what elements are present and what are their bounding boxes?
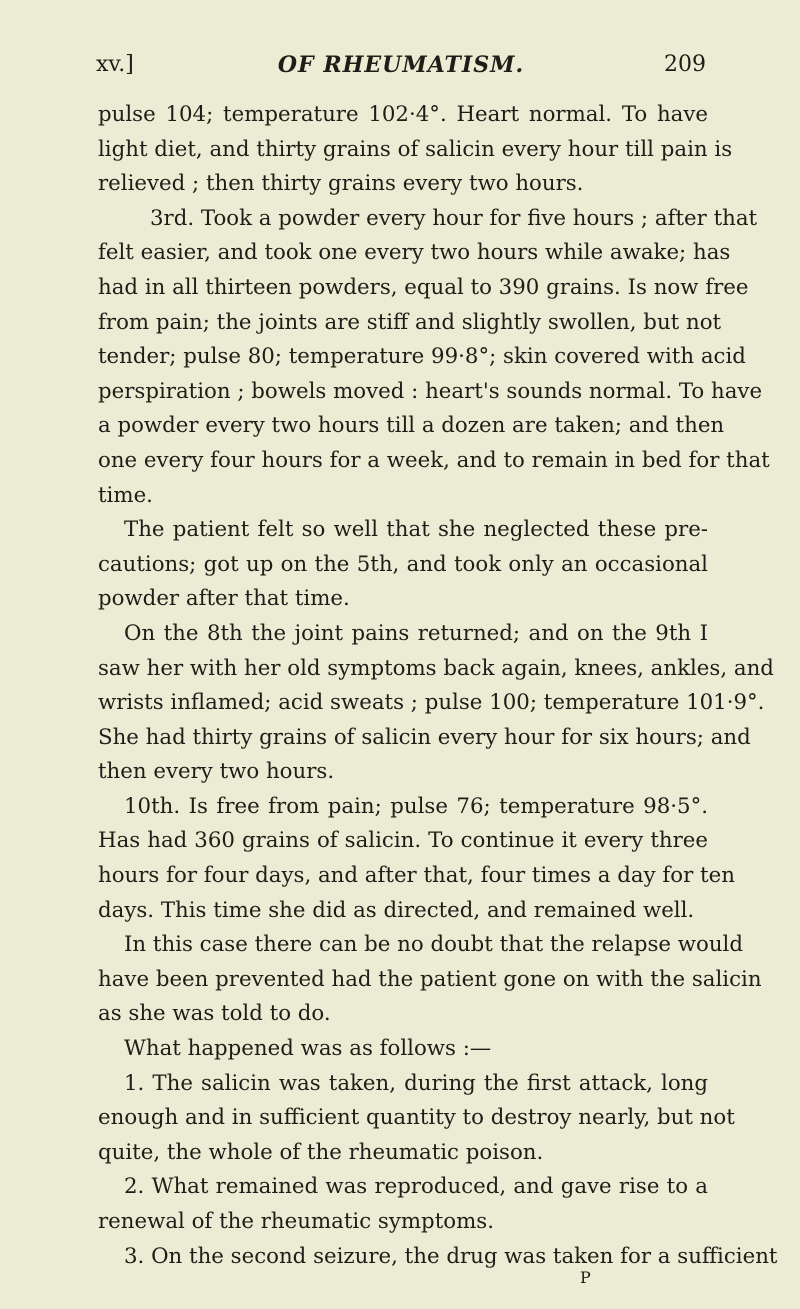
text-line: The patient felt so well that she neglected these pre- bbox=[124, 517, 708, 543]
text-line: time. bbox=[98, 482, 153, 508]
text-line: quite, the whole of the rheumatic poison. bbox=[98, 1139, 544, 1165]
text-line: as she was told to do. bbox=[98, 1001, 331, 1027]
text-line: have been prevented had the patient gone on with the salicin bbox=[98, 966, 762, 992]
running-title: OF RHEUMATISM. bbox=[277, 52, 525, 78]
text-line: 3. On the second seizure, the drug was taken for a sufficient bbox=[124, 1243, 778, 1269]
text-line: from pain; the joints are stiff and slightly swollen, but not bbox=[98, 309, 722, 335]
text-line: 1. The salicin was taken, during the first attack, long bbox=[124, 1070, 708, 1096]
text-line: relieved ; then thirty grains every two hours. bbox=[98, 171, 584, 197]
text-line: then every two hours. bbox=[98, 759, 335, 785]
text-line: days. This time she did as directed, and remained well. bbox=[98, 897, 695, 923]
text-line: pulse 104; temperature 102·4°. Heart normal. To have bbox=[98, 102, 708, 127]
text-line: wrists inflamed; acid sweats ; pulse 100; temperature 101·9°. bbox=[98, 690, 765, 716]
text-line: In this case there can be no doubt that the relapse would bbox=[124, 932, 743, 958]
text-line: What happened was as follows :— bbox=[124, 1036, 492, 1062]
text-line: felt easier, and took one every two hours while awake; has bbox=[98, 240, 731, 266]
text-line: a powder every two hours till a dozen are taken; and then bbox=[98, 413, 725, 439]
text-line: perspiration ; bowels moved : heart's sounds normal. To have bbox=[98, 378, 763, 404]
text-line: 3rd. Took a powder every hour for five hours ; after that bbox=[150, 205, 758, 231]
text-line: enough and in sufficient quantity to destroy nearly, but not bbox=[98, 1105, 735, 1131]
text-line: On the 8th the joint pains returned; and on the 9th I bbox=[124, 620, 708, 646]
text-line: Has had 360 grains of salicin. To continue it every three bbox=[98, 828, 708, 854]
text-line: hours for four days, and after that, four times a day for ten bbox=[98, 863, 735, 889]
text-line: one every four hours for a week, and to remain in bed for that bbox=[98, 447, 770, 473]
text-line: 10th. Is free from pain; pulse 76; temperature 98·5°. bbox=[124, 793, 708, 819]
signature-mark: P bbox=[580, 1268, 591, 1287]
text-line: cautions; got up on the 5th, and took only an occasional bbox=[98, 551, 708, 577]
chapter-marker: xv.] bbox=[96, 52, 134, 77]
text-line: had in all thirteen powders, equal to 390 grains. Is now free bbox=[98, 274, 749, 300]
running-header bbox=[96, 52, 706, 92]
text-line: She had thirty grains of salicin every hour for six hours; and bbox=[98, 724, 751, 750]
body-text bbox=[98, 98, 778, 1274]
text-line: saw her with her old symptoms back again, knees, ankles, and bbox=[98, 655, 774, 681]
text-line: light diet, and thirty grains of salicin every hour till pain is bbox=[98, 136, 733, 162]
text-line: renewal of the rheumatic symptoms. bbox=[98, 1209, 494, 1234]
text-line: 2. What remained was reproduced, and gave rise to a bbox=[124, 1174, 708, 1200]
text-line: tender; pulse 80; temperature 99·8°; skin covered with acid bbox=[98, 344, 746, 370]
text-line: powder after that time. bbox=[98, 586, 350, 612]
page-number: 209 bbox=[664, 52, 706, 77]
